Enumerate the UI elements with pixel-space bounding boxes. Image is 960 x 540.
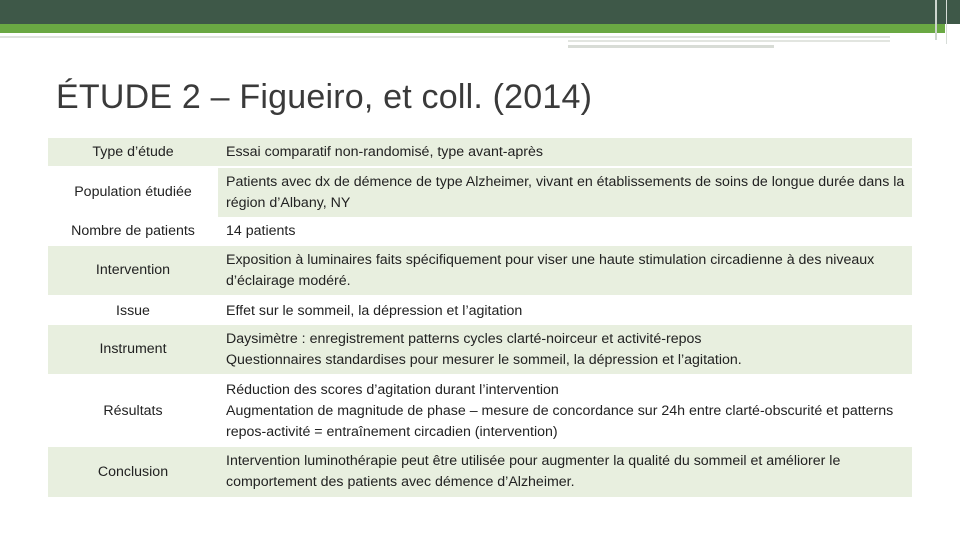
row-line: Daysimètre : enregistrement patterns cycles clarté-noirceur et activité-repos [226, 330, 702, 347]
row-line: Effet sur le sommeil, la dépression et l’agitation [226, 302, 523, 319]
table-row [48, 325, 912, 375]
row-value [218, 447, 912, 497]
header-bar-dark [0, 0, 960, 24]
row-line: Patients avec dx de démence de type Alzheimer, vivant en établissements de soins de longue durée dans la région d’Albany, NY [226, 173, 905, 211]
table-row [48, 217, 912, 246]
row-value [218, 217, 912, 246]
table-row [48, 447, 912, 497]
row-line: Réduction des scores d’agitation durant l’intervention [226, 382, 559, 398]
header-bar-green [0, 24, 945, 33]
row-label: Intervention [48, 246, 218, 296]
decor-line [568, 40, 890, 42]
row-value [218, 375, 912, 447]
header-bar-edge [935, 0, 937, 40]
row-value [218, 296, 912, 325]
table-row [48, 138, 912, 167]
row-value [218, 246, 912, 296]
row-line: Questionnaires standardises pour mesurer le sommeil, la dépression et l’agitation. [226, 351, 742, 368]
table-row [48, 375, 912, 447]
row-line: Intervention luminothérapie peut être utilisée pour augmenter la qualité du sommeil et améliorer le comportement des patients avec démence d’Alzheimer. [226, 453, 841, 490]
table-row [48, 296, 912, 325]
row-label: Instrument [48, 325, 218, 375]
row-label: Conclusion [48, 447, 218, 497]
row-value [218, 138, 912, 167]
decor-line [568, 45, 774, 48]
row-label: Nombre de patients [48, 217, 218, 246]
row-value [218, 325, 912, 375]
row-label: Type d’étude [48, 138, 218, 167]
slide-title: ÉTUDE 2 – Figueiro, et coll. (2014) [56, 78, 593, 116]
decor-line [0, 36, 890, 38]
row-line: 14 patients [226, 223, 296, 239]
table-row [48, 167, 912, 217]
row-line: Augmentation de magnitude de phase – mesure de concordance sur 24h entre clarté-obscurité et patterns repos-activité = entraînement circadien (intervention) [226, 403, 894, 440]
row-line: Essai comparatif non-randomisé, type avant-après [226, 143, 544, 160]
row-line: Exposition à luminaires faits spécifiquement pour viser une haute stimulation circadienne à des niveaux d’éclairage modéré. [226, 251, 875, 289]
row-label: Résultats [48, 375, 218, 447]
header-bar-edge-thin [946, 0, 947, 44]
table-row [48, 246, 912, 296]
row-label: Population étudiée [48, 167, 218, 217]
row-label: Issue [48, 296, 218, 325]
study-table [48, 138, 912, 497]
row-value [218, 167, 912, 217]
